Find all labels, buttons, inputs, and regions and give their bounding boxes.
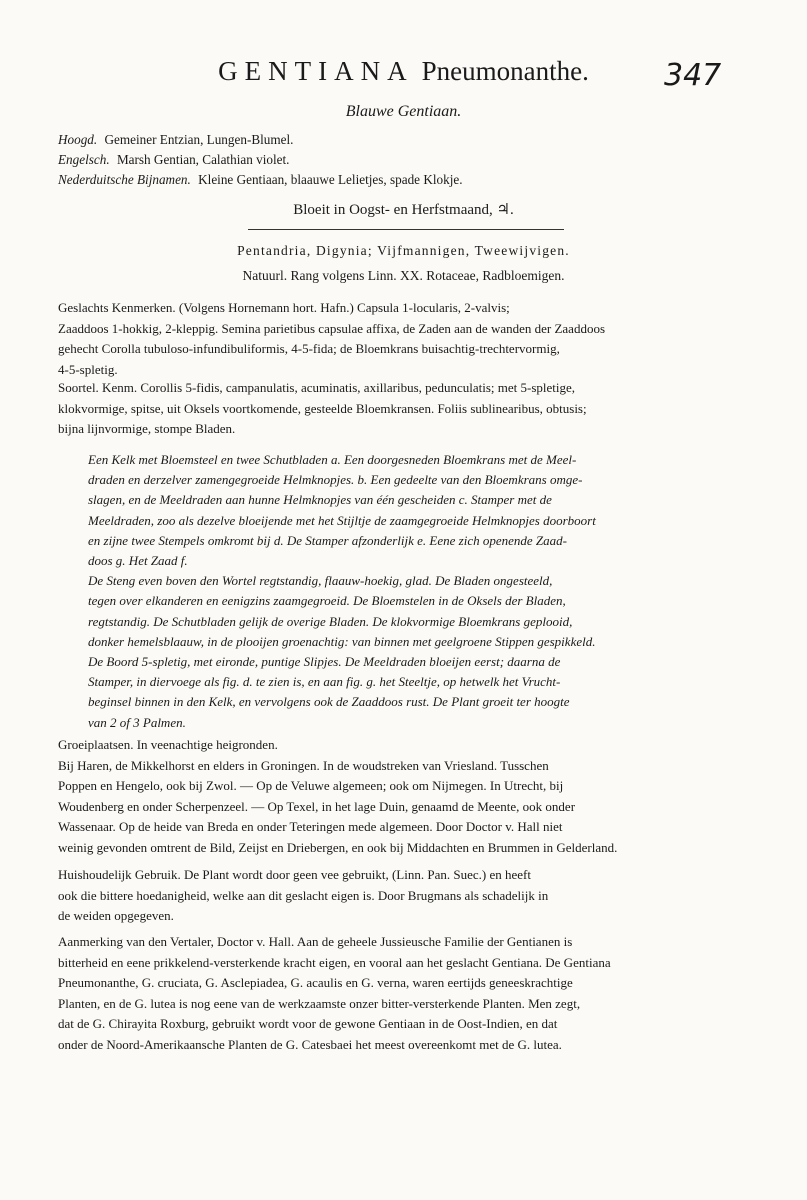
text-line: Een Kelk met Bloemsteel en twee Schutbladen a. Een doorgesneden Bloemkrans met de Meel- xyxy=(88,452,577,467)
name-label: Nederduitsche Bijnamen. xyxy=(58,172,191,187)
text-line: De Steng even boven den Wortel regtstandig, flaauw-hoekig, glad. De Bladen ongesteeld, xyxy=(88,573,553,589)
name-text: Kleine Gentiaan, blaauwe Lelietjes, spade Klokje. xyxy=(198,172,463,187)
text-line: Geslachts Kenmerken. (Volgens Hornemann hort. Hafn.) Capsula 1-locularis, 2-valvis; xyxy=(58,300,510,315)
text-line: Soortel. Kenm. Corollis 5-fidis, campanulatis, acuminatis, axillaribus, pedunculatis; met 5-spletige, xyxy=(58,380,576,395)
text-line: bitterheid en eene prikkelend-versterkende kracht eigen, en vooral aan het geslacht Gentiana. De Gentiana xyxy=(58,954,611,970)
name-row-german xyxy=(58,130,463,150)
household-use-section xyxy=(58,865,770,927)
text-line: Pneumonanthe, G. cruciata, G. Asclepiadea, G. acaulis en G. verna, waren eertijds geneeskrachtige xyxy=(58,975,573,990)
translator-note-section xyxy=(58,932,770,1055)
genus-characteristics xyxy=(58,298,770,380)
name-text: Gemeiner Entzian, Lungen-Blumel. xyxy=(104,132,294,147)
text-line: Huishoudelijk Gebruik. De Plant wordt door geen vee gebruikt, (Linn. Pan. Suec.) en heeft xyxy=(58,867,531,882)
text-line: beginsel binnen in den Kelk, en vervolgens ook de Zaaddoos rust. De Plant groeit ter hoogte xyxy=(88,694,570,710)
text-line: draden en derzelver zamengegroeide Helmknopjes. b. Een gedeelte van den Bloemkrans omge- xyxy=(88,472,583,488)
text-line: slagen, en de Meeldraden aan hunne Helmknopjes van één gescheiden c. Stamper met de xyxy=(88,492,552,508)
name-text: Marsh Gentian, Calathian violet. xyxy=(116,152,290,167)
genus-name: GENTIANA xyxy=(218,56,414,86)
text-line: Bij Haren, de Mikkelhorst en elders in Groningen. In de woudstreken van Vriesland. Tusschen xyxy=(58,757,549,773)
text-line: Planten, en de G. lutea is nog eene van de werkzaamste onzer bitter-versterkende Planten. Men zegt, xyxy=(58,995,581,1011)
linnaean-class: Pentandria, Digynia; Vijfmannigen, Tweewijvigen. xyxy=(237,243,570,258)
text-line: De Boord 5-spletig, met eironde, puntige Slipjes. De Meeldraden bloeijen eerst; daarna de xyxy=(88,654,561,670)
text-line: doos g. Het Zaad f. xyxy=(88,553,188,569)
name-label: Hoogd. xyxy=(58,132,98,147)
text-line: weinig gevonden omtrent de Bild, Zeijst en Driebergen, en ook bij Middachten en Brummen in Gelderland. xyxy=(58,839,618,855)
text-line: tegen over elkanderen en eenigzins zaamgegroeid. De Bloemstelen in de Oksels der Bladen, xyxy=(88,593,566,609)
text-line: regtstandig. De Schutbladen gelijk de overige Bladen. De klokvormige Bloemkrans geplooid, xyxy=(88,613,573,629)
text-line: de weiden opgegeven. xyxy=(58,908,174,923)
figure-description xyxy=(88,450,772,733)
name-row-dutch xyxy=(58,170,463,190)
text-line: onder de Noord-Amerikaansche Planten de G. Catesbaei het meest overeenkomt met de G. lutea. xyxy=(58,1036,562,1052)
text-line: Poppen en Hengelo, ook bij Zwol. — Op de Veluwe algemeen; ook om Nijmegen. In Utrecht, bij xyxy=(58,778,564,793)
text-line: donker hemelsblaauw, in de plooijen groenachtig: van binnen met geelgroene Stippen gespikkeld. xyxy=(88,633,596,649)
text-line: van 2 of 3 Palmen. xyxy=(88,714,186,730)
vernacular-names xyxy=(58,130,463,190)
text-line: bijna lijnvormige, stompe Bladen. xyxy=(58,421,236,436)
text-line: klokvormige, spitse, uit Oksels voortkomende, gesteelde Bloemkransen. Foliis sublinearibus, obtusis; xyxy=(58,400,587,416)
dutch-common-name: Blauwe Gentiaan. xyxy=(345,103,462,120)
text-line: Wassenaar. Op de heide van Breda en onder Teteringen mede algemeen. Door Doctor v. Hall niet xyxy=(58,819,563,834)
page-number: 347 xyxy=(664,58,722,93)
text-line: en zijne twee Stempels omkromt bij d. De Stamper afzonderlijk e. Eene zich openende Zaad- xyxy=(88,532,567,548)
text-line: Stamper, in diervoege als fig. d. te zien is, en aan fig. g. het Steeltje, op hetwelk het Vrucht- xyxy=(88,674,561,690)
text-line: 4-5-spletig. xyxy=(58,361,118,377)
text-line: gehecht Corolla tubuloso-infundibuliformis, 4-5-fida; de Bloemkrans buisachtig-trechtervormig, xyxy=(58,341,560,356)
species-characteristics xyxy=(58,378,770,440)
text-line: ook die bittere hoedanigheid, welke aan dit geslacht eigen is. Door Brugmans als schadelijk in xyxy=(58,887,549,903)
text-line: Meeldraden, zoo als dezelve bloeijende met het Stijltje de zaamgegroeide Helmknopjes doorboort xyxy=(88,512,596,528)
text-line: Woudenberg en onder Scherpenzeel. — Op Texel, in het lage Duin, genaamd de Meente, ook onder xyxy=(58,798,576,814)
text-line: dat de G. Chirayita Roxburg, gebruikt wordt voor de gewone Gentiaan in de Oost-Indien, en dat xyxy=(58,1016,558,1031)
text-line: Groeiplaatsen. In veenachtige heigronden. xyxy=(58,737,278,752)
bloom-period: Bloeit in Oogst- en Herfstmaand, ♃. xyxy=(293,202,514,218)
habitat-section xyxy=(58,735,770,858)
name-row-english xyxy=(58,150,463,170)
text-line: Zaaddoos 1-hokkig, 2-kleppig. Semina parietibus capsulae affixa, de Zaden aan de wanden der Zaaddoos xyxy=(58,320,606,336)
text-line: Aanmerking van den Vertaler, Doctor v. Hall. Aan de geheele Jussieusche Familie der Gentianen is xyxy=(58,934,573,949)
natural-rank: Natuurl. Rang volgens Linn. XX. Rotaceae, Radbloemigen. xyxy=(242,268,565,283)
divider xyxy=(248,229,564,230)
species-name: Pneumonanthe. xyxy=(421,56,589,86)
name-label: Engelsch. xyxy=(58,152,110,167)
